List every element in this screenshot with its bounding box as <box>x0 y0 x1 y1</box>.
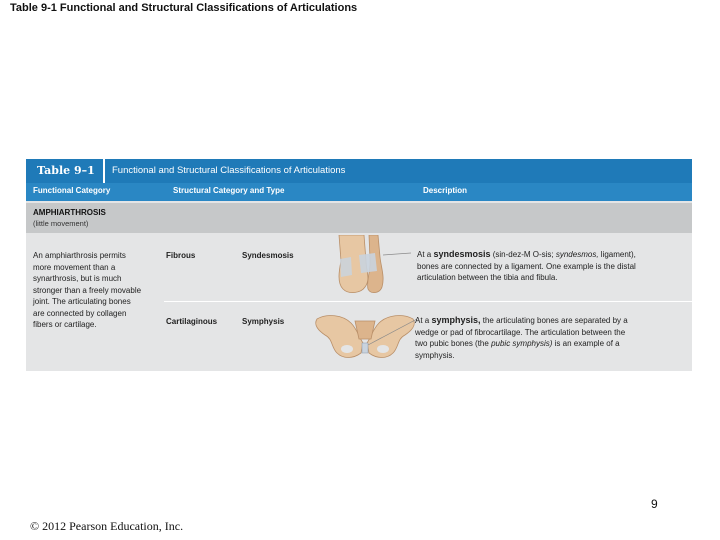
row1-pronunciation: (sin-dez-M O-sis; <box>492 250 554 259</box>
row1-description-line2: bones are connected by a ligament. One example is the distal <box>417 261 636 271</box>
column-header-structural: Structural Category and Type <box>173 186 285 195</box>
table-title: Functional and Structural Classifications of Articulations <box>112 165 346 176</box>
page-number: 9 <box>651 497 658 511</box>
row2-term: symphysis, <box>431 315 481 325</box>
functional-description-line: are connected by collagen <box>33 308 127 318</box>
functional-description-line: joint. The articulating bones <box>33 297 131 306</box>
syndesmosis-illustration-svg <box>331 235 411 297</box>
syndesmosis-illustration <box>331 235 411 302</box>
symphysis-illustration-svg <box>313 313 417 365</box>
row1-etymology: syndesmos, <box>555 250 599 259</box>
row2-desc-line3-end: is an example of a <box>554 339 620 348</box>
functional-description <box>33 250 161 331</box>
title-divider <box>103 159 105 183</box>
row1-description-line3: articulation between the tibia and fibula. <box>417 273 558 282</box>
functional-description-line: synarthrosis, but is much <box>33 274 122 283</box>
table-title-bar <box>26 159 692 183</box>
functional-description-line: An amphiarthrosis permits <box>33 251 126 260</box>
section-name: AMPHIARTHROSIS <box>33 208 106 217</box>
row1-term: syndesmosis <box>433 249 491 259</box>
row2-description <box>415 315 683 361</box>
row2-desc-rest: the articulating bones are separated by a <box>482 316 628 325</box>
copyright-notice: © 2012 Pearson Education, Inc. <box>30 519 184 533</box>
column-header-description: Description <box>423 186 468 195</box>
row2-description-line4: symphysis. <box>415 350 455 360</box>
row1-structural: Fibrous <box>166 251 196 260</box>
row1-type: Syndesmosis <box>242 251 294 260</box>
row1-description-line1 <box>417 249 685 261</box>
row2-description-line1 <box>415 315 683 327</box>
table-number: Table 9–1 <box>37 164 95 177</box>
row2-type: Symphysis <box>242 317 285 326</box>
functional-description-line: fibers or cartilage. <box>33 320 97 329</box>
symphysis-illustration <box>313 313 417 370</box>
row2-desc-line3-start: two pubic bones (the <box>415 339 489 348</box>
row2-description-line2: wedge or pad of fibrocartilage. The articulation between the <box>415 327 626 337</box>
column-header-functional: Functional Category <box>33 186 111 195</box>
section-subtitle: (little movement) <box>33 219 89 228</box>
row1-desc-prefix: At a <box>417 250 432 259</box>
row2-desc-line3-italic: pubic symphysis) <box>491 339 553 348</box>
row2-description-line3 <box>415 338 683 350</box>
row1-meaning: ligament), <box>600 250 636 259</box>
row2-desc-prefix: At a <box>415 316 430 325</box>
functional-description-line: stronger than a freely movable <box>33 285 142 295</box>
row1-description <box>417 249 685 284</box>
row-divider <box>164 301 692 302</box>
row2-structural: Cartilaginous <box>166 317 218 326</box>
functional-description-line: more movement than a <box>33 262 116 272</box>
column-header-row <box>26 183 692 201</box>
table-figure <box>26 159 692 371</box>
slide-title: Table 9-1 Functional and Structural Classifications of Articulations <box>10 2 358 14</box>
section-header <box>26 203 692 233</box>
